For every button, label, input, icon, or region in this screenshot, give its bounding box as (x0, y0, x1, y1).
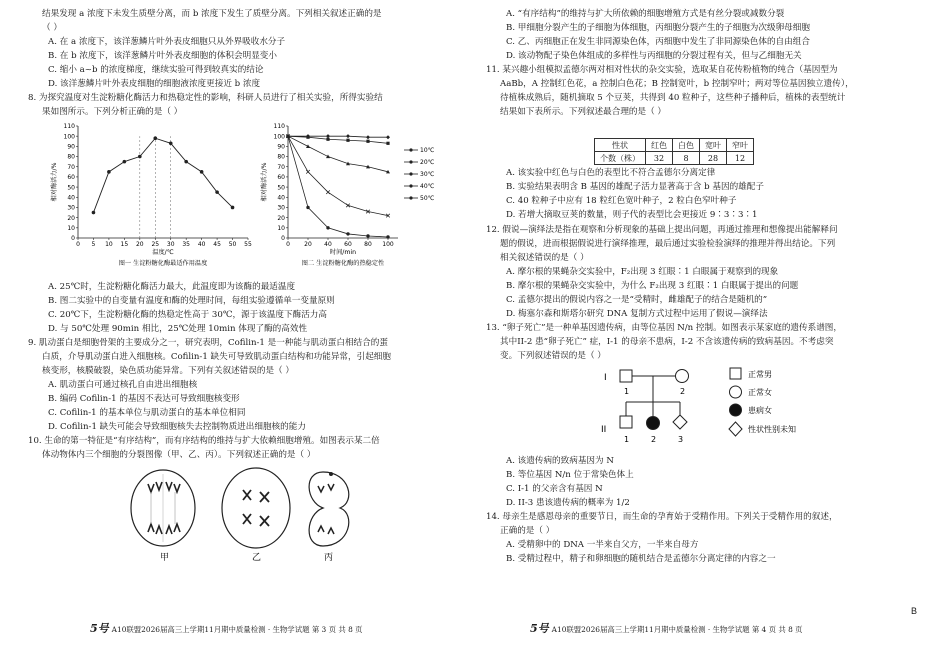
q9-option-c: C. Cofilin-1 的基本单位与肌动蛋白的基本单位相同 (48, 408, 246, 418)
cell-label-jia: 甲 (160, 553, 170, 563)
y-axis-label: 相对酶活力/% (51, 162, 58, 202)
q11-option-d: D. 若增大摘取豆荚的数量，则子代的表型比会更接近 9∶3∶3∶1 (506, 210, 758, 220)
data-point (386, 235, 389, 238)
data-point (386, 135, 390, 139)
data-point (306, 170, 310, 174)
y-tick-label: 80 (277, 153, 285, 161)
x-tick-label: 45 (213, 241, 221, 248)
table-cell: 28 (700, 152, 727, 165)
data-point (215, 190, 219, 194)
table-cell: 个数（株） (595, 152, 646, 165)
x-tick-label: 35 (182, 241, 191, 248)
q11-option-c: C. 40 粒种子中应有 18 粒红色宽叶种子，2 粒白色窄叶种子 (506, 196, 737, 206)
q10-stem-2: 体动物体内三个细胞的分裂图像（甲、乙、丙）。下列叙述正确的是（ ） (42, 450, 316, 460)
footer-right (530, 620, 803, 636)
y-tick-label: 0 (71, 235, 75, 243)
q10-option-d: D. 该动物配子染色体组成的多样性与丙细胞的分裂过程有关，但与乙细胞无关 (506, 51, 802, 61)
pedigree-ii3-unknown-sex (673, 415, 687, 429)
y-tick-label: 110 (273, 123, 285, 131)
pedigree-number: 3 (678, 435, 684, 444)
y-tick-label: 10 (67, 225, 75, 233)
q11-stem-1: 11. 某兴趣小组模拟孟德尔两对相对性状的杂交实验，选取某自花传粉植物的纯合（基因型为 (486, 65, 838, 75)
table-cell: 窄叶 (727, 139, 754, 152)
table-cell: 12 (727, 152, 754, 165)
y-tick-label: 90 (277, 143, 285, 151)
data-point (346, 232, 349, 235)
legend-label: 10℃ (420, 147, 435, 155)
legend-normal-female: 正常女 (748, 388, 772, 397)
legend-label: 20℃ (420, 159, 435, 167)
q7-tail-paren: （ ） (42, 23, 62, 33)
data-point (92, 211, 96, 215)
data-point (326, 190, 330, 194)
q10-option-a: A. “有序结构”的维持与扩大所依赖的细胞增殖方式是有丝分裂或减数分裂 (506, 9, 785, 19)
legend-marker (409, 196, 412, 199)
x-tick-label: 80 (364, 241, 372, 248)
x-tick-label: 55 (244, 241, 252, 248)
data-point (306, 136, 309, 139)
q11-stem-3: 待植株成熟后，随机摘取 5 个豆荚，共得到 40 粒种子，这些种子播种后，植株的表型统计 (500, 93, 846, 103)
y-tick-label: 60 (67, 174, 75, 182)
q7-tail-line: 结果发现 a 浓度下未发生质壁分离，而 b 浓度下发生了质壁分离。下列相关叙述正确的是 (42, 9, 382, 19)
publisher-logo: 5号 (90, 622, 109, 635)
data-point (306, 206, 309, 209)
q9-stem-2: 白质，介导肌动蛋白进入细胞核。Cofilin-1 缺失可导致肌动蛋白结构和功能异常，引起细胞 (42, 352, 391, 362)
data-point (231, 206, 235, 210)
q13-stem-2: 其中II-2 患“卵子死亡” 症，I-1 的母亲不患病，I-2 不含该遗传病的致病基因。不考虑突 (500, 337, 834, 347)
x-tick-label: 15 (120, 241, 129, 248)
data-point (386, 142, 389, 145)
y-tick-label: 60 (277, 174, 285, 182)
y-tick-label: 70 (277, 163, 285, 171)
publisher-logo: 5号 (530, 622, 549, 635)
legend-normal-male: 正常男 (748, 370, 772, 379)
q7-option-a: A. 在 a 浓度下，该洋葱鳞片叶外表皮细胞只从外界吸收水分子 (48, 37, 286, 47)
pedigree-i1-normal-male (620, 370, 632, 382)
x-tick-label: 20 (304, 241, 312, 248)
y-tick-label: 10 (277, 225, 285, 233)
pedigree-ii2-affected-female (647, 417, 660, 430)
legend-unknown-symbol (729, 422, 742, 436)
table-cell: 32 (646, 152, 673, 165)
q12-stem-2: 题的假说，进而根据假说进行演绎推理，最后通过实验检验演绎的推理并得出结论。下列 (500, 239, 836, 249)
data-point (153, 136, 157, 140)
legend-label: 40℃ (420, 183, 435, 191)
q12-stem-3: 相关叙述错误的是（ ） (500, 253, 589, 263)
q8-option-d: D. 与 50℃处理 90min 相比，25℃处理 10min 体现了酶的高效性 (48, 324, 308, 334)
y-tick-label: 80 (67, 153, 75, 161)
y-tick-label: 30 (277, 204, 285, 212)
legend-unknown-sex: 性状性别未知 (748, 425, 796, 434)
cell-label-yi: 乙 (252, 553, 262, 563)
q13-stem-3: 变。下列叙述错误的是（ ） (500, 351, 606, 361)
q9-stem-3: 核变形，核膜破裂，染色质功能异常。下列有关叙述错误的是（ ） (42, 366, 294, 376)
table-cell: 8 (673, 152, 700, 165)
legend-marker (409, 172, 412, 175)
q8-stem-1: 8. 为探究温度对生淀粉糖化酶活力和热稳定性的影响，科研人员进行了相关实验，所得实验结 (28, 93, 383, 103)
legend-affected-female: 患病女 (748, 406, 772, 415)
q11-stem-4: 结果如下表所示。下列叙述最合理的是（ ） (500, 107, 667, 117)
footer-left (90, 620, 363, 636)
data-point (366, 234, 369, 237)
data-point (169, 142, 173, 146)
data-point (200, 170, 204, 174)
y-axis-label: 相对酶活力/% (261, 162, 268, 202)
q13-option-b: B. 等位基因 N/n 位于常染色体上 (506, 470, 634, 480)
y-tick-label: 20 (67, 214, 75, 222)
series-line-3 (288, 136, 388, 215)
y-tick-label: 100 (273, 133, 285, 141)
q14-option-b: B. 受精过程中，精子和卵细胞的随机结合是孟德尔分离定律的内容之一 (506, 554, 776, 564)
y-tick-label: 50 (277, 184, 285, 192)
q7-option-b: B. 在 b 浓度下，该洋葱鳞片叶外表皮细胞的体积会明显变小 (48, 51, 277, 61)
pedigree-number: 1 (624, 435, 630, 444)
q12-option-b: B. 摩尔根的果蝇杂交实验中，为什么 F₂出现 3 红眼∶1 白眼属于提出的问题 (506, 281, 799, 291)
legend-marker (409, 160, 412, 163)
chart-title: 图二 生淀粉糖化酶的热稳定性 (301, 260, 385, 267)
data-point (306, 144, 310, 148)
table-row (595, 139, 754, 152)
data-point (326, 226, 329, 229)
chart-title: 图一 生淀粉糖化酶最适作用温度 (118, 260, 208, 267)
y-tick-label: 40 (277, 194, 285, 202)
footer-left-text: A10联盟2026届高三上学期11月期中质量检测 · 生物学试题 第 3 页 共 8 页 (111, 625, 363, 634)
q14-stem-1: 14. 母亲生是感恩母亲的重要节日，而生命的孕育始于受精作用。下列关于受精作用的叙述， (486, 512, 838, 522)
data-point (107, 170, 111, 174)
x-axis-label: 时间/min (329, 249, 357, 256)
cell-jia (131, 470, 195, 546)
q14-option-a: A. 受精卵中的 DNA 一半来自父方，一半来自母方 (506, 540, 699, 550)
generation-label-i: I (604, 373, 607, 383)
right-page (486, 0, 926, 646)
q10-option-b: B. 甲细胞分裂产生的子细胞为体细胞，丙细胞分裂产生的子细胞为次级卵母细胞 (506, 23, 810, 33)
generation-label-ii: II (601, 425, 607, 435)
cell-bing (309, 472, 349, 546)
q11-trait-table (594, 138, 754, 165)
series-line-4 (288, 136, 388, 237)
data-point (138, 155, 142, 159)
y-tick-label: 0 (281, 235, 285, 243)
q10-stem-1: 10. 生命的第一特征是“有序结构”，而有序结构的维持与扩大依赖细胞增殖。如图表示某二倍 (28, 436, 380, 446)
q13-stem-1: 13. “卵子死亡”是一种单基因遗传病，由等位基因 N/n 控制。如图表示某家庭的遗传系谱图， (486, 323, 842, 333)
x-tick-label: 30 (166, 241, 175, 248)
data-point (286, 134, 289, 137)
y-tick-label: 20 (277, 214, 285, 222)
figure1-optimal-temperature-chart (48, 120, 258, 274)
legend-normal-female-symbol (730, 386, 742, 398)
q11-stem-2: AaBb，A 控制红色花，a 控制白色花；B 控制宽叶，b 控制窄叶；两对等位基因独立遗传）， (500, 79, 854, 89)
q12-option-a: A. 摩尔根的果蝇杂交实验中，F₂出现 3 红眼∶1 白眼属于观察到的现象 (506, 267, 779, 277)
series-line (93, 138, 232, 212)
legend-label: 30℃ (420, 171, 435, 179)
pedigree-number: 2 (651, 435, 657, 444)
footer-right-text: A10联盟2026届高三上学期11月期中质量检测 · 生物学试题 第 4 页 共 8 页 (551, 625, 803, 634)
q14-stem-2: 正确的是（ ） (500, 526, 555, 536)
q8-option-a: A. 25℃时，生淀粉糖化酶活力最大，此温度即为该酶的最适温度 (48, 282, 296, 292)
table-row (595, 152, 754, 165)
table-cell: 宽叶 (700, 139, 727, 152)
data-point (346, 134, 350, 138)
q8-option-b: B. 图二实验中的自变量有温度和酶的处理时间，每组实验遵循单一变量原则 (48, 296, 335, 306)
q7-option-c: C. 缩小 a~b 的浓度梯度，继续实验可得到较真实的结论 (48, 65, 264, 75)
y-tick-label: 70 (67, 163, 75, 171)
q9-option-d: D. Cofilin-1 缺失可能会导致细胞核失去控制物质进出细胞核的能力 (48, 422, 306, 432)
q13-option-c: C. I-1 的父亲含有基因 N (506, 484, 603, 494)
data-point (326, 138, 329, 141)
pedigree-i2-normal-female (676, 370, 689, 383)
x-tick-label: 60 (344, 241, 352, 248)
x-tick-label: 0 (286, 241, 290, 248)
q9-option-a: A. 肌动蛋白可通过核孔自由进出细胞核 (48, 380, 198, 390)
y-tick-label: 90 (67, 143, 75, 151)
cell-division-figure (118, 466, 388, 564)
legend-marker (409, 184, 412, 187)
table-cell: 性状 (595, 139, 646, 152)
data-point (326, 134, 330, 138)
legend-normal-male-symbol (730, 368, 741, 379)
figure2-thermal-stability-chart (254, 120, 444, 274)
page-corner-letter: B (911, 606, 918, 616)
left-page (28, 0, 438, 646)
data-point (346, 139, 349, 142)
pedigree-chart (596, 364, 816, 454)
x-tick-label: 10 (105, 241, 113, 248)
x-tick-label: 40 (197, 241, 206, 248)
y-tick-label: 100 (63, 133, 75, 141)
q8-stem-2: 果如图所示。下列分析正确的是（ ） (42, 107, 183, 117)
q11-option-a: A. 该实验中红色与白色的表型比不符合孟德尔分离定律 (506, 168, 716, 178)
q9-stem-1: 9. 肌动蛋白是细胞骨架的主要成分之一，研究表明，Cofilin-1 是一种能与肌动蛋白相结合的蛋 (28, 338, 388, 348)
x-tick-label: 5 (91, 241, 96, 248)
q8-option-c: C. 20℃下，生淀粉糖化酶的热稳定性高于 30℃，源于该温度下酶活力高 (48, 310, 327, 320)
x-tick-label: 25 (151, 241, 160, 248)
legend-marker (409, 148, 412, 151)
y-tick-label: 40 (67, 194, 75, 202)
table-cell: 白色 (673, 139, 700, 152)
x-tick-label: 20 (135, 241, 144, 248)
x-tick-label: 50 (228, 241, 237, 248)
q9-option-b: B. 编码 Cofilin-1 的基因不表达可导致细胞核变形 (48, 394, 240, 404)
x-tick-label: 100 (382, 241, 394, 248)
x-tick-label: 0 (76, 241, 80, 248)
y-tick-label: 50 (67, 184, 75, 192)
q7-option-d: D. 该洋葱鳞片叶外表皮细胞的细胞液浓度更接近 b 浓度 (48, 79, 261, 89)
legend-label: 50℃ (420, 195, 435, 203)
y-tick-label: 110 (63, 123, 75, 131)
y-tick-label: 30 (67, 204, 75, 212)
data-point (326, 155, 330, 159)
data-point (123, 160, 127, 164)
q13-option-a: A. 该遗传病的致病基因为 N (506, 456, 614, 466)
q13-option-d: D. II-3 患该遗传病的概率为 1/2 (506, 498, 630, 508)
q12-stem-1: 12. 假说—演绎法是指在观察和分析现象的基础上提出问题，再通过推理和想像提出能解释问 (486, 225, 838, 235)
data-point (366, 140, 369, 143)
table-cell: 红色 (646, 139, 673, 152)
data-point (184, 160, 188, 164)
q12-option-c: C. 孟德尔提出的假说内容之一是“受精时，雌雄配子的结合是随机的” (506, 295, 768, 305)
q10-option-c: C. 乙、丙细胞正在发生非同源染色体，丙细胞中发生了非同源染色体的自由组合 (506, 37, 810, 47)
x-tick-label: 40 (324, 241, 332, 248)
cell-yi (222, 468, 290, 548)
legend-affected-female-symbol (730, 404, 742, 416)
q11-option-b: B. 实验结果表明含 B 基因的雄配子活力显著高于含 b 基因的雄配子 (506, 182, 764, 192)
q12-option-d: D. 梅塞尔森和斯塔尔研究 DNA 复制方式过程中运用了假说—演绎法 (506, 309, 768, 319)
data-point (366, 135, 370, 139)
pedigree-number: 2 (680, 387, 686, 396)
pedigree-number: 1 (624, 387, 630, 396)
x-axis-label: 温度/℃ (152, 249, 174, 256)
cell-label-bing: 丙 (324, 553, 334, 563)
pedigree-ii1-normal-male (620, 416, 632, 428)
